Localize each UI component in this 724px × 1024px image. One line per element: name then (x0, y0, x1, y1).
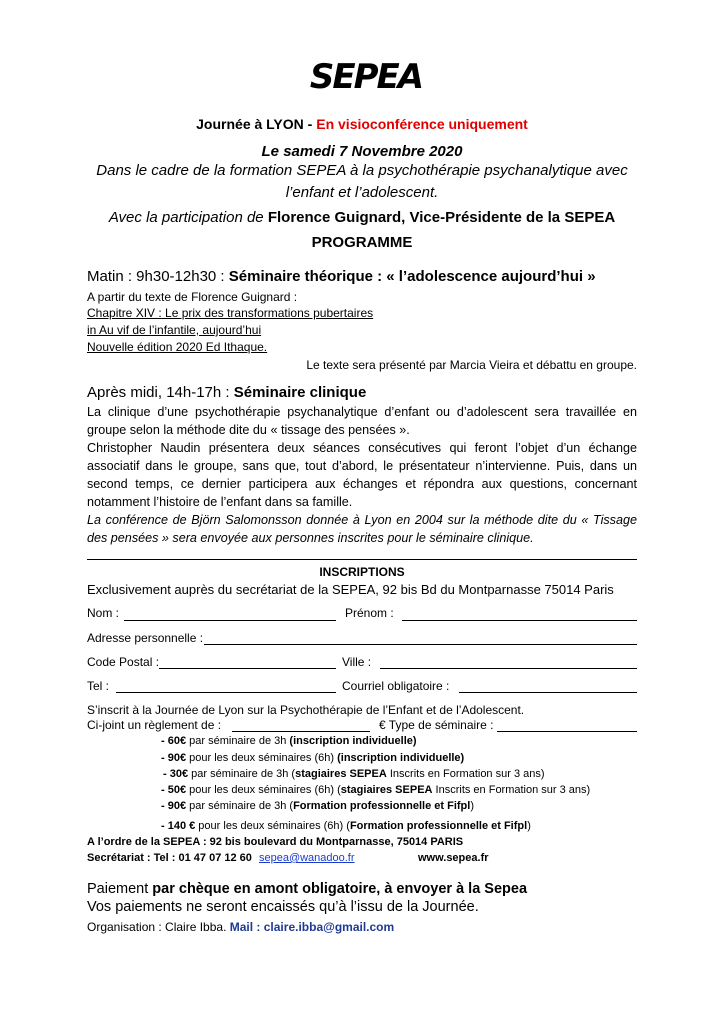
edition-line: Nouvelle édition 2020 Ed Ithaque. (87, 340, 268, 354)
title-location: Journée à LYON (196, 116, 304, 132)
adresse-field[interactable] (204, 644, 637, 645)
chapter-title: Le prix des transformations pubertaires (161, 306, 374, 320)
price-rest: Inscrits en Formation sur 3 ans) (386, 768, 545, 780)
order-line: A l’ordre de la SEPEA : 92 bis boulevard du Montparnasse, 75014 PARIS (87, 836, 464, 848)
afternoon-para-2: Christopher Naudin présentera deux séances consécutives qui feront l’objet d’un échange associatif dans le groupe, sans que, tout d’abord, le présentateur n’intervienne. Puis, dans un second temps, ce dernier participera aux échanges et répondra aux questions, concernant notamment l’histoire de l’enfant dans sa famille. (87, 441, 637, 509)
price-rest: Inscrits en Formation sur 3 ans) (432, 784, 591, 796)
event-title (0, 116, 724, 132)
code-postal-label: Code Postal : (87, 655, 160, 669)
courriel-field[interactable] (459, 692, 637, 693)
price-rest: ) (527, 820, 531, 832)
context-line-2: l’enfant et l’adolescent. (285, 184, 439, 201)
event-date: Le samedi 7 Novembre 2020 (261, 143, 463, 160)
ville-field[interactable] (380, 668, 637, 669)
organisation-label: Organisation : Claire Ibba. (87, 920, 230, 934)
price-bold: stagiaires SEPEA (340, 784, 433, 796)
code-postal-field[interactable] (159, 668, 336, 669)
inscription-statement: S’inscrit à la Journée de Lyon sur la Psychothérapie de l’Enfant et de l’Adolescent. (87, 703, 525, 717)
presenter-line: Le texte sera présenté par Marcia Vieira et débattu en groupe. (306, 358, 637, 372)
nom-label: Nom : (87, 606, 120, 620)
price-text: pour les deux séminaires (6h) (186, 752, 338, 764)
courriel-label: Courriel obligatoire : (342, 679, 450, 693)
price-item (161, 820, 531, 832)
ville-label: Ville : (342, 655, 372, 669)
organisation-mail[interactable]: Mail : claire.ibba@gmail.com (229, 920, 395, 934)
price-text: pour les deux séminaires (6h) ( (195, 820, 350, 832)
price-bold: (inscription individuelle) (337, 752, 465, 764)
morning-intro: A partir du texte de Florence Guignard : (87, 290, 298, 304)
type-seminaire-label: € Type de séminaire : (379, 718, 494, 732)
afternoon-heading (87, 384, 366, 401)
price-item (163, 768, 545, 780)
price-amount: - 30€ (163, 768, 189, 780)
reglement-field[interactable] (232, 731, 370, 732)
price-item (161, 752, 464, 764)
price-amount: - 90€ (161, 800, 187, 812)
afternoon-para-1: La clinique d’une psychothérapie psychanalytique d’enfant ou d’adolescent sera travaillée en groupe selon la méthode dite du « tissage des pensées ». (87, 405, 637, 437)
price-bold: (inscription individuelle) (289, 735, 417, 747)
morning-title: Séminaire théorique : « l’adolescence aujourd’hui » (228, 268, 596, 285)
participation-prefix: Avec la participation de (108, 209, 268, 226)
morning-time: Matin : 9h30-12h30 : (87, 268, 229, 285)
title-separator: - (303, 116, 317, 132)
prenom-label: Prénom : (345, 606, 394, 620)
inscriptions-heading: INSCRIPTIONS (319, 565, 405, 579)
morning-heading (87, 268, 596, 285)
afternoon-para-3: La conférence de Björn Salomonsson donnée à Lyon en 2004 sur la méthode dite du « Tissage des pensées » sera envoyée aux personnes inscrites pour le séminaire clinique. (87, 513, 637, 545)
price-amount: - 90€ (161, 752, 187, 764)
inscriptions-address: Exclusivement auprès du secrétariat de la SEPEA, 92 bis Bd du Montparnasse 75014 Paris (87, 582, 614, 597)
secretariat-phone: Secrétariat : Tel : 01 47 07 12 60 (87, 852, 252, 864)
book-line: in Au vif de l’infantile, aujourd’hui (87, 323, 262, 337)
payment-line-2: Vos paiements ne seront encaissés qu’à l’issu de la Journée. (87, 899, 479, 915)
price-bold: Formation professionnelle et Fifpl (293, 800, 471, 812)
price-item (161, 784, 590, 796)
price-bold: stagiaires SEPEA (295, 768, 387, 780)
section-divider (87, 559, 637, 560)
organisation-line (87, 920, 394, 934)
afternoon-time: Après midi, 14h-17h : (87, 384, 234, 401)
secretariat-email-link[interactable]: sepea@wanadoo.fr (258, 852, 355, 864)
participation-line (0, 209, 724, 226)
price-amount: - 140 € (161, 820, 196, 832)
prenom-field[interactable] (402, 620, 637, 621)
price-text: par séminaire de 3h ( (188, 768, 296, 780)
title-online-notice: En visioconférence uniquement (316, 116, 528, 132)
price-bold: Formation professionnelle et Fifpl (349, 820, 528, 832)
logo-text: SEPEA (309, 57, 423, 97)
price-amount: - 50€ (161, 784, 187, 796)
price-item (161, 800, 474, 812)
participation-name: Florence Guignard, Vice-Présidente de la SEPEA (267, 209, 616, 226)
tel-field[interactable] (116, 692, 336, 693)
price-text: pour les deux séminaires (6h) ( (186, 784, 341, 796)
afternoon-title: Séminaire clinique (233, 384, 367, 401)
website-link[interactable]: www.sepea.fr (418, 852, 489, 864)
price-text: par séminaire de 3h ( (186, 800, 294, 812)
context-line-1: Dans le cadre de la formation SEPEA à la psychothérapie psychanalytique avec (96, 162, 628, 179)
adresse-label: Adresse personnelle : (87, 631, 204, 645)
type-seminaire-field[interactable] (497, 731, 637, 732)
payment-condition: par chèque en amont obligatoire, à envoyer à la Sepea (152, 881, 528, 897)
contact-line (87, 852, 355, 864)
tel-label: Tel : (87, 679, 110, 693)
nom-field[interactable] (124, 620, 336, 621)
reglement-label: Ci-joint un règlement de : (87, 718, 222, 732)
price-text: par séminaire de 3h (186, 735, 290, 747)
chapter-label: Chapitre XIV : (87, 306, 162, 320)
price-item (161, 735, 417, 747)
payment-line-1 (87, 881, 527, 897)
chapter-line (87, 306, 373, 320)
sepea-logo (309, 52, 423, 98)
price-amount: - 60€ (161, 735, 187, 747)
programme-heading: PROGRAMME (311, 234, 413, 251)
payment-prefix: Paiement (87, 881, 153, 897)
price-rest: ) (470, 800, 474, 812)
